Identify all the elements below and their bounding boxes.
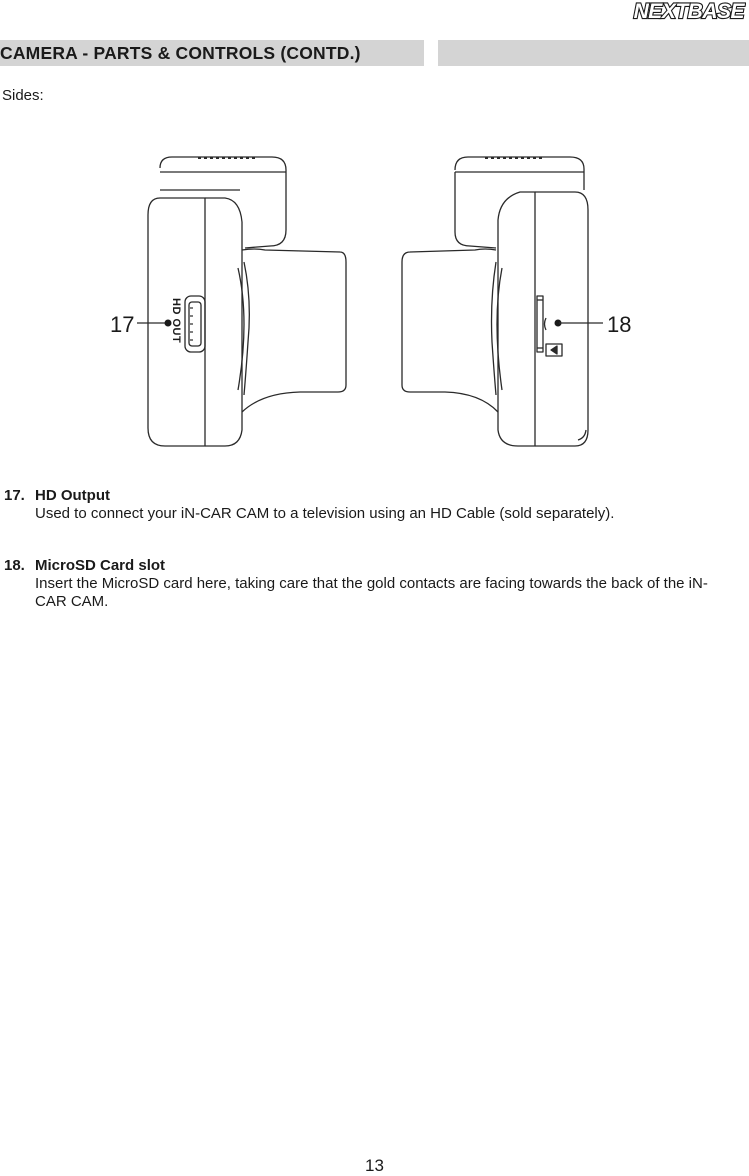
section-label: Sides: (2, 87, 44, 104)
callout-17-label: 17 (110, 312, 135, 337)
hd-out-port-icon (185, 296, 205, 352)
microsd-slot-icon (537, 296, 543, 352)
logo-text: NEXTBASE (633, 0, 744, 22)
page-title: CAMERA - PARTS & CONTROLS (CONTD.) (0, 43, 361, 63)
callout-18 (555, 312, 632, 337)
item-number: 18. (4, 557, 25, 574)
item-description: Used to connect your iN-CAR CAM to a television using an HD Cable (sold separately). (35, 505, 615, 522)
item-heading: MicroSD Card slot (35, 557, 166, 574)
item-description: Insert the MicroSD card here, taking care that the gold contacts are facing towards the back of the iN-CAR CAM. (35, 575, 708, 610)
nextbase-logo (598, 0, 746, 22)
item-heading: HD Output (35, 487, 110, 504)
item-number: 17. (4, 487, 25, 504)
camera-sides-diagram (100, 145, 640, 455)
title-bar-gap (424, 40, 438, 66)
callout-18-label: 18 (607, 312, 632, 337)
page-number: 13 (365, 1156, 384, 1175)
camera-right-side-view (402, 157, 588, 446)
hd-out-label: HD OUT (170, 298, 182, 344)
callout-17 (110, 312, 172, 337)
